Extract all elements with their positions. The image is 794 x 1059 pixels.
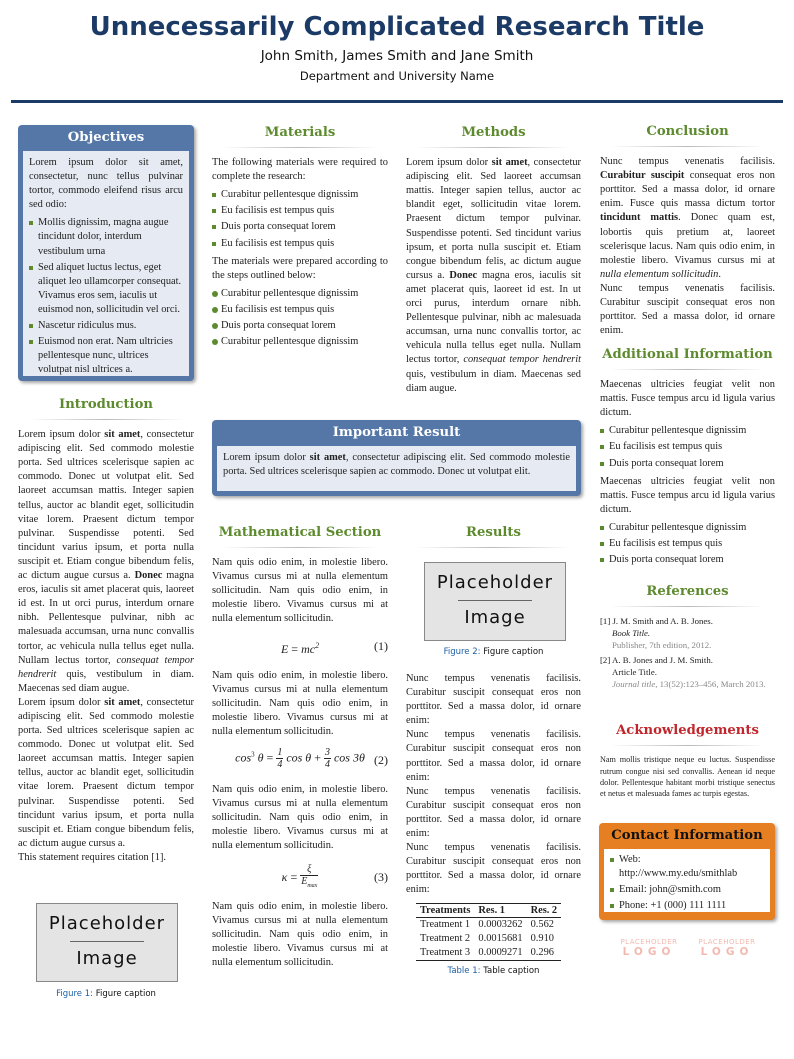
list-item: Curabitur pellentesque dignissim	[600, 521, 775, 535]
contact-title: Contact Information	[611, 828, 763, 843]
figure-2-caption: Figure 2: Figure caption	[443, 647, 544, 657]
placeholder-text: Image	[76, 948, 138, 969]
results-para: Nunc tempus venenatis facilisis. Curabitur suscipit consequat eros non porttitor. Sed a massa dolor, id ornare enim:	[406, 785, 581, 840]
list-item	[610, 883, 764, 897]
math-section	[212, 526, 388, 970]
additional-list-2	[600, 521, 775, 567]
results-text	[406, 672, 581, 898]
list-item: Sed aliquet luctus lectus, eget aliquet leo ullamcorper consequat. Vivamus eros sem, iaculis ut euismod non, sollicitudin vel orci.	[29, 261, 183, 317]
list-item: Eu facilisis est tempus quis	[212, 237, 388, 251]
acknowledgements-section	[600, 724, 775, 800]
acknowledgements-text: Nam mollis tristique neque eu luctus. Suspendisse rutrum congue nisi sed convallis. Aenean id neque dolor. Pellentesque habitant morbi tristique senectus et netus et malesuada fames ac turpis egestas.	[600, 755, 775, 799]
equation-number: (3)	[374, 869, 388, 884]
list-item	[610, 899, 764, 913]
objectives-block	[18, 125, 194, 381]
placeholder-logo-2: PLACEHOLDER LOGO	[698, 938, 756, 958]
math-para: Nam quis odio enim, in molestie libero. Vivamus cursus mi at nulla elementum sollicitudin. Nam quis odio enim, in molestie libero. Vivamus cursus mi at nulla elementum sollicitudin.	[212, 669, 388, 737]
results-table-wrap	[416, 903, 572, 961]
list-item: Duis porta consequat lorem	[600, 457, 775, 471]
list-item: Curabitur pellentesque dignissim	[212, 335, 388, 349]
important-result-title: Important Result	[332, 425, 461, 440]
math-para: Nam quis odio enim, in molestie libero. Vivamus cursus mi at nulla elementum sollicitudin. Nam quis odio enim, in molestie libero. Vivamus cursus mi at nulla elementum sollicitudin.	[212, 784, 388, 852]
number-bullet-icon	[212, 323, 218, 329]
introduction-section	[18, 398, 194, 865]
conclusion-section	[600, 125, 775, 338]
section-rule	[610, 146, 765, 147]
figure-1-placeholder-image	[36, 903, 178, 982]
results-para: Nunc tempus venenatis facilisis. Curabitur suscipit consequat eros non porttitor. Sed a massa dolor, id ornare enim:	[406, 842, 581, 896]
additional-para: Maecenas ultricies feugiat velit non mattis. Fusce tempus arcu id ligula varius dictum.	[600, 379, 775, 419]
section-rule	[222, 147, 378, 148]
authors: John Smith, James Smith and Jane Smith	[260, 48, 534, 64]
math-title: Mathematical Section	[218, 525, 382, 540]
section-rule	[610, 745, 765, 746]
additional-info-title: Additional Information	[602, 347, 773, 362]
list-item: Curabitur pellentesque dignissim	[212, 188, 388, 202]
contact-list	[610, 853, 764, 913]
acknowledgements-title: Acknowledgements	[616, 723, 759, 738]
introduction-title: Introduction	[59, 397, 153, 412]
list-item: Eu facilisis est tempus quis	[212, 204, 388, 218]
table-row: Treatment 2 0.0015681 0.910	[420, 933, 554, 944]
conclusion-title: Conclusion	[646, 124, 729, 139]
materials-list	[212, 188, 388, 250]
list-item: Duis porta consequat lorem	[600, 553, 775, 567]
list-item: Duis porta consequat lorem	[212, 220, 388, 234]
equation-number: (1)	[374, 638, 388, 653]
section-rule	[610, 369, 765, 370]
list-item: Mollis dignissim, magna augue tincidunt dolor, interdum vestibulum urna	[29, 216, 183, 258]
objectives-body	[23, 151, 189, 376]
list-item: Curabitur pellentesque dignissim	[212, 287, 388, 301]
results-table	[416, 903, 561, 961]
placeholder-text: Image	[464, 607, 526, 628]
list-item: Curabitur pellentesque dignissim	[600, 424, 775, 438]
table-header: Res. 2	[527, 904, 562, 918]
conclusion-para-1: Nunc tempus venenatis facilisis. Curabitur suscipit consequat eros non porttitor. Sed a massa dolor, id ornare enim. Fusce quis massa dictum tortor tincidunt mattis. Donec quam est, lobortis quis pretium at, laoreet scelerisque lacus. Nam quis odio enim, in molestie libero. Vivamus cursus mi at nulla elementum sollicitudin.	[600, 156, 775, 280]
references-title: References	[646, 584, 729, 599]
table-1-caption: Table 1: Table caption	[447, 966, 540, 976]
materials-steps-intro: The materials were prepared according to the steps outlined below:	[212, 255, 388, 281]
header-rule	[11, 100, 783, 103]
reference-1: [1] J. M. Smith and A. B. Jones. Book Title. Publisher, 7th edition, 2012.	[600, 616, 713, 651]
materials-steps	[212, 287, 388, 349]
table-row: Treatment 1 0.0003262 0.562	[420, 919, 554, 930]
reference-2: [2] A. B. Jones and J. M. Smith. Article Title. Journal title, 13(52):123–456, March 2013.	[600, 655, 766, 690]
objectives-list	[29, 216, 183, 377]
results-section	[406, 526, 581, 556]
equation-3: κ = $\frac{\xi}{E_{max}}$ (3)	[281, 863, 388, 889]
math-para: Nam quis odio enim, in molestie libero. Vivamus cursus mi at nulla elementum sollicitudin. Nam quis odio enim, in molestie libero. Vivamus cursus mi at nulla elementum sollicitudin.	[212, 900, 388, 968]
poster-title: Unnecessarily Complicated Research Title	[89, 12, 705, 42]
web-link[interactable]: http://www.my.edu/smithlab	[619, 868, 738, 880]
equation-1: $E = mc^2$ (1)	[280, 638, 388, 656]
list-item: Duis porta consequat lorem	[212, 319, 388, 333]
poster-header	[0, 0, 794, 104]
additional-para-2: Maecenas ultricies feugiat velit non mattis. Fusce tempus arcu id ligula varius dictum.	[600, 475, 775, 515]
figure-1-caption: Figure 1: Figure caption	[56, 989, 156, 999]
table-header: Res. 1	[474, 904, 526, 918]
department: Department and University Name	[299, 69, 495, 83]
objectives-title: Objectives	[67, 130, 145, 145]
list-item: Euismod non erat. Nam ultricies pellentesque nunc, ultrices volutpat nisl ultrices a.	[29, 335, 183, 377]
objectives-intro: Lorem ipsum dolor sit amet, consectetur, nunc tellus pulvinar tortor, commodo eleifend risus arcu sed odio:	[29, 157, 183, 211]
section-rule	[416, 547, 571, 548]
references-section	[600, 585, 775, 690]
section-rule	[416, 147, 571, 148]
results-title: Results	[466, 525, 521, 540]
results-para: Nunc tempus venenatis facilisis. Curabitur suscipit consequat eros non porttitor. Sed a massa dolor, id ornare enim:	[406, 673, 581, 727]
results-para: Nunc tempus venenatis facilisis. Curabitur suscipit consequat eros non porttitor. Sed a massa dolor, id ornare enim:	[406, 729, 581, 783]
introduction-para-1: Lorem ipsum dolor sit amet, consectetur adipiscing elit. Sed commodo molestie porta. Sed ultrices scelerisque sapien ac commodo. Donec ut volutpat elit. Sed laoreet accumsan mattis. Integer sapien tellus, auctor ac blandit eget, sollicitudin vitae lorem. Praesent dictum tempor pulvinar. Suspendisse potenti. Sed tincidunt varius ipsum, et porta nulla suscipit et. Etiam congue bibendum felis, ac dictum augue cursus a. Donec magna eros, iaculis sit amet placerat quis, laoreet id est. In ut orci purus, interdum ornare nibh. Pellentesque pulvinar, nibh ac malesuada accumsan, urna nunc convallis tortor, ac vehicula nulla tellus eget nulla. Nullam lectus tortor, consequat tempor hendrerit quis, vestibulum in diam. Maecenas sed diam augue.	[18, 429, 194, 694]
placeholder-text: Placeholder	[48, 913, 166, 934]
list-item: Eu facilisis est tempus quis	[600, 537, 775, 551]
additional-list-1	[600, 424, 775, 470]
phone-text: Phone: +1 (000) 111 1111	[619, 900, 727, 912]
section-rule	[28, 419, 184, 420]
materials-section	[212, 126, 388, 353]
materials-title: Materials	[264, 125, 336, 140]
introduction-para-2: Lorem ipsum dolor sit amet, consectetur adipiscing elit. Sed commodo molestie porta. Sed ultrices scelerisque sapien ac commodo. Donec ut volutpat elit. Sed laoreet accumsan mattis. Integer sapien tellus, auctor ac blandit eget, sollicitudin vitae lorem. Praesent dictum tempor pulvinar. Suspendisse potenti. Sed tincidunt varius ipsum, et porta nulla suscipit et. Etiam congue bibendum felis, ac dictum augue cursus a.	[18, 696, 194, 849]
table-header: Treatments	[416, 904, 474, 918]
section-rule	[610, 606, 765, 607]
table-header-row	[416, 904, 561, 918]
list-item: Eu facilisis est tempus quis	[600, 440, 775, 454]
placeholder-logo-1: PLACEHOLDER LOGO	[620, 938, 678, 958]
math-para: Nam quis odio enim, in molestie libero. Vivamus cursus mi at nulla elementum sollicitudin. Nam quis odio enim, in molestie libero. Vivamus cursus mi at nulla elementum sollicitudin.	[212, 557, 388, 625]
equation-2: $\cos^3 \theta$ = $\frac{1}{4}$ cos θ + $\frac{3}{4}$ cos 3θ (2)	[235, 747, 388, 771]
methods-section	[406, 126, 581, 396]
contact-block	[599, 823, 775, 920]
table-row: Treatment 3 0.0009271 0.296	[420, 947, 554, 958]
figure-2-placeholder-image	[424, 562, 566, 641]
number-bullet-icon	[212, 307, 218, 313]
placeholder-text: Placeholder	[436, 572, 554, 593]
important-result-block	[212, 420, 581, 496]
conclusion-para-2: Nunc tempus venenatis facilisis. Curabitur suscipit consequat eros non porttitor. Sed a massa dolor, id ornare enim.	[600, 282, 775, 337]
list-item: Eu facilisis est tempus quis	[212, 303, 388, 317]
placeholder-rule	[70, 941, 144, 942]
section-rule	[222, 547, 378, 548]
equation-number: (2)	[374, 753, 388, 768]
number-bullet-icon	[212, 291, 218, 297]
contact-body	[604, 849, 770, 912]
number-bullet-icon	[212, 339, 218, 345]
important-result-body: Lorem ipsum dolor sit amet, consectetur adipiscing elit. Sed commodo molestie porta. Sed ultrices scelerisque sapien ac commodo. Donec ut volutpat elit.	[217, 446, 576, 491]
additional-info-section	[600, 348, 775, 571]
methods-title: Methods	[461, 125, 526, 140]
list-item: Nascetur ridiculus mus.	[29, 319, 183, 333]
list-item: Web: http://www.my.edu/smithlab	[610, 853, 764, 881]
placeholder-rule	[458, 600, 532, 601]
materials-intro: The following materials were required to complete the research:	[212, 157, 388, 183]
introduction-para-3: This statement requires citation [1].	[18, 851, 167, 863]
methods-para: Lorem ipsum dolor sit amet, consectetur adipiscing elit. Sed laoreet accumsan mattis. Integer sapien tellus, auctor ac blandit eget, sollicitudin vitae lorem. Praesent dictum tempor pulvinar. Suspendisse potenti. Sed tincidunt varius ipsum, et porta nulla suscipit et. Etiam congue bibendum felis, ac dictum augue cursus a. Donec magna eros, iaculis sit amet placerat quis, laoreet id est. In ut orci purus, interdum ornare nibh. Pellentesque pulvinar, nibh ac malesuada accumsan, urna nunc convallis tortor, ac vehicula nulla tellus eget nulla. Nullam lectus tortor, consequat tempor hendrerit quis, vestibulum in diam. Maecenas sed diam augue.	[406, 157, 581, 394]
email-link[interactable]: Email: john@smith.com	[619, 884, 721, 896]
